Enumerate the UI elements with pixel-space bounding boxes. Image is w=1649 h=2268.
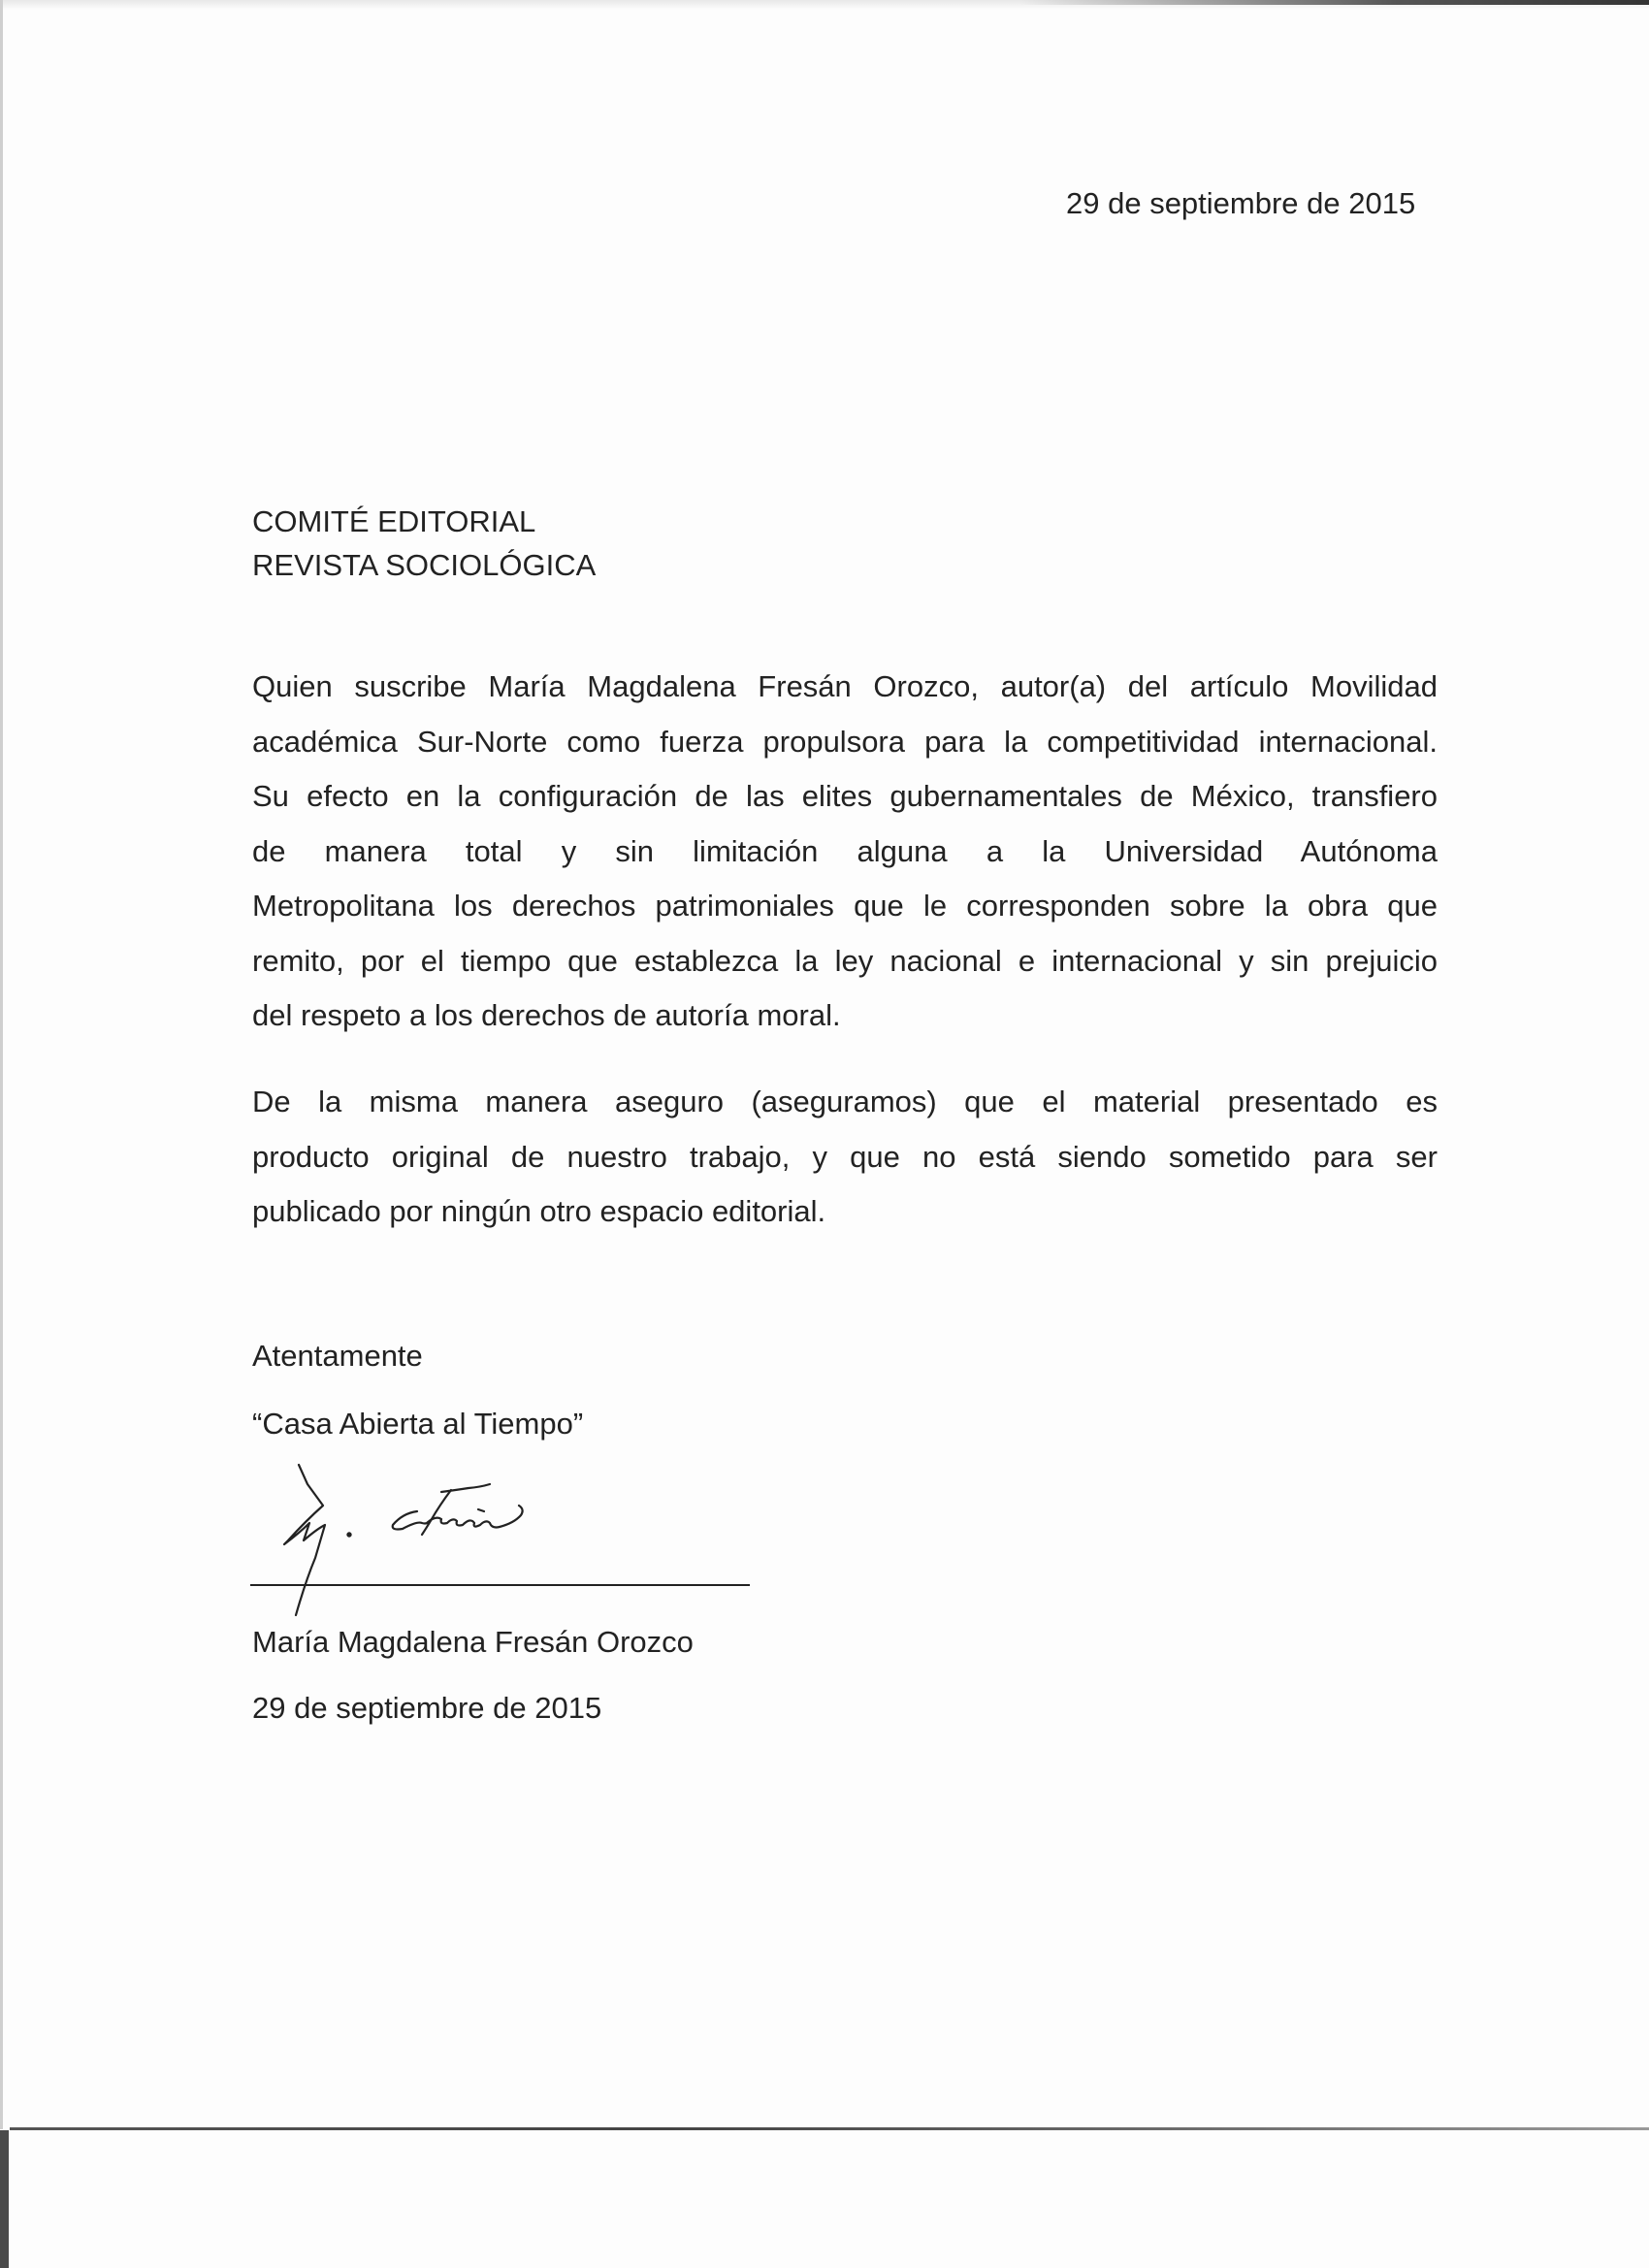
recipient-line-1: COMITÉ EDITORIAL xyxy=(252,504,536,538)
recipient-line-2: REVISTA SOCIOLÓGICA xyxy=(252,548,597,582)
paragraph-line: Su efecto en la configuración de las elites gubernamentales de México, transfiero xyxy=(252,779,1438,813)
signer-date: 29 de septiembre de 2015 xyxy=(252,1691,602,1725)
paragraph-line: De la misma manera aseguro (aseguramos) que el material presentado es xyxy=(252,1085,1438,1118)
paragraph-line: remito, por el tiempo que establezca la ley nacional e internacional y sin prejuicio xyxy=(252,943,1438,978)
paragraph-line: del respeto a los derechos de autoría moral. xyxy=(252,998,841,1032)
letter-date: 29 de septiembre de 2015 xyxy=(1066,186,1416,220)
scan-left-edge xyxy=(0,0,3,2129)
paragraph-line: producto original de nuestro trabajo, y que no está siendo sometido para ser xyxy=(252,1139,1438,1174)
body-paragraph-2 xyxy=(252,1075,1438,1240)
signature-line xyxy=(250,1584,750,1586)
paragraph-line: publicado por ningún otro espacio editorial. xyxy=(252,1194,826,1228)
scan-left-bottom-edge xyxy=(0,2130,9,2268)
scan-page-bottom-edge xyxy=(10,2127,1649,2130)
closing-salutation: Atentamente xyxy=(252,1339,423,1373)
handwritten-signature-icon xyxy=(247,1455,558,1620)
paragraph-line: de manera total y sin limitación alguna a la Universidad Autónoma xyxy=(252,833,1438,868)
body-paragraph-1 xyxy=(252,660,1438,1044)
scan-top-edge xyxy=(1018,0,1649,5)
signer-name: María Magdalena Fresán Orozco xyxy=(252,1625,694,1659)
paragraph-line: Metropolitana los derechos patrimoniales que le corresponden sobre la obra que xyxy=(252,889,1438,923)
paragraph-line: Quien suscribe María Magdalena Fresán Orozco, autor(a) del artículo Movilidad xyxy=(252,669,1438,703)
paragraph-line: académica Sur-Norte como fuerza propulsora para la competitividad internacional. xyxy=(252,724,1438,759)
institutional-motto: “Casa Abierta al Tiempo” xyxy=(252,1407,584,1441)
